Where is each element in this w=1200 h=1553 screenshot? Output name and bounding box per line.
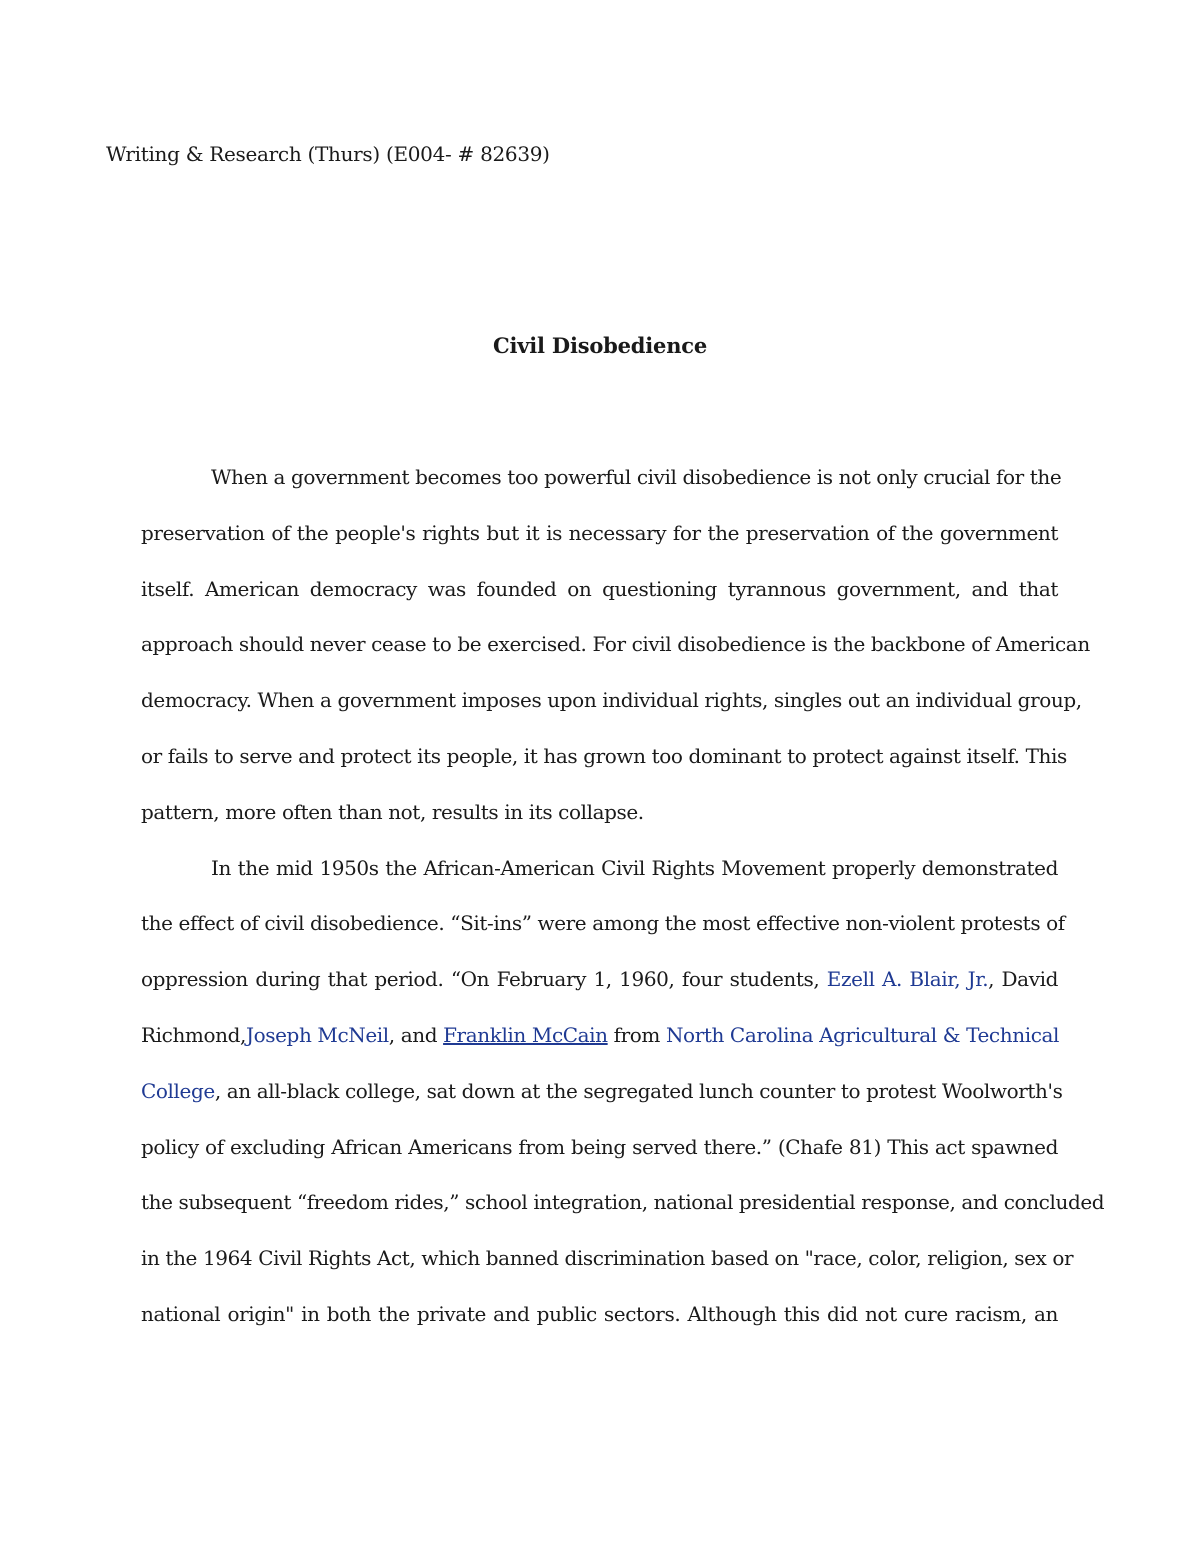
p2-line-8: in the 1964 Civil Rights Act, which banned discrimination based on "race, color, religion, sex or: [141, 1246, 1074, 1271]
p1-line-4: approach should never cease to be exercised. For civil disobedience is the backbone of American: [141, 632, 1090, 657]
link-college[interactable]: College: [141, 1078, 215, 1103]
p1-line-6: or fails to serve and protect its people, it has grown too dominant to protect against itself. This: [141, 743, 1067, 768]
link-nc-agricultural-technical[interactable]: North Carolina Agricultural & Technical: [665, 1022, 1060, 1047]
link-joseph-mcneil[interactable]: Joseph McNeil: [245, 1022, 389, 1047]
p2-line-3: [141, 960, 1058, 1016]
link-franklin-mccain[interactable]: Franklin McCain: [443, 1022, 608, 1047]
course-header: Writing & Research (Thurs) (E004- # 82639): [106, 142, 550, 166]
p2-line-3-text-b: , David: [988, 967, 1059, 992]
p2-line-5-text: , an all-black college, sat down at the segregated lunch counter to protest Woolworth's: [214, 1078, 1063, 1103]
p1-line-5: democracy. When a government imposes upon individual rights, singles out an individual group,: [141, 688, 1082, 713]
essay-body: [141, 458, 1105, 1351]
p2-line-7: the subsequent “freedom rides,” school integration, national presidential response, and concluded: [141, 1190, 1105, 1215]
p1-line-1: When a government becomes too powerful civil disobedience is not only crucial for the: [211, 465, 1062, 489]
essay-title: Civil Disobedience: [492, 333, 708, 358]
p2-line-9: national origin" in both the private and public sectors. Although this did not cure racism, an: [141, 1301, 1058, 1326]
p2-line-4: [141, 1016, 1058, 1072]
p1-line-3: itself. American democracy was founded on questioning tyrannous government, and that: [141, 576, 1058, 601]
p1-line-2: preservation of the people's rights but it is necessary for the preservation of the government: [141, 520, 1058, 545]
p2-line-1: In the mid 1950s the African-American Civil Rights Movement properly demonstrated: [211, 855, 1058, 880]
p2-line-6: policy of excluding African Americans from being served there.” (Chafe 81) This act spawned: [141, 1134, 1058, 1159]
p1-line-7: pattern, more often than not, results in its collapse.: [141, 799, 644, 824]
p2-line-4-text-a: Richmond,: [141, 1022, 246, 1047]
link-ezell-blair[interactable]: Ezell A. Blair, Jr.: [826, 967, 989, 992]
p2-line-4-text-b: , and: [388, 1022, 444, 1047]
p2-line-3-text-a: oppression during that period. “On February 1, 1960, four students,: [141, 967, 827, 992]
p2-line-5: [141, 1072, 1063, 1128]
p2-line-2: the effect of civil disobedience. “Sit-ins” were among the most effective non-violent protests of: [141, 911, 1065, 936]
p2-line-4-text-c: from: [607, 1022, 666, 1047]
